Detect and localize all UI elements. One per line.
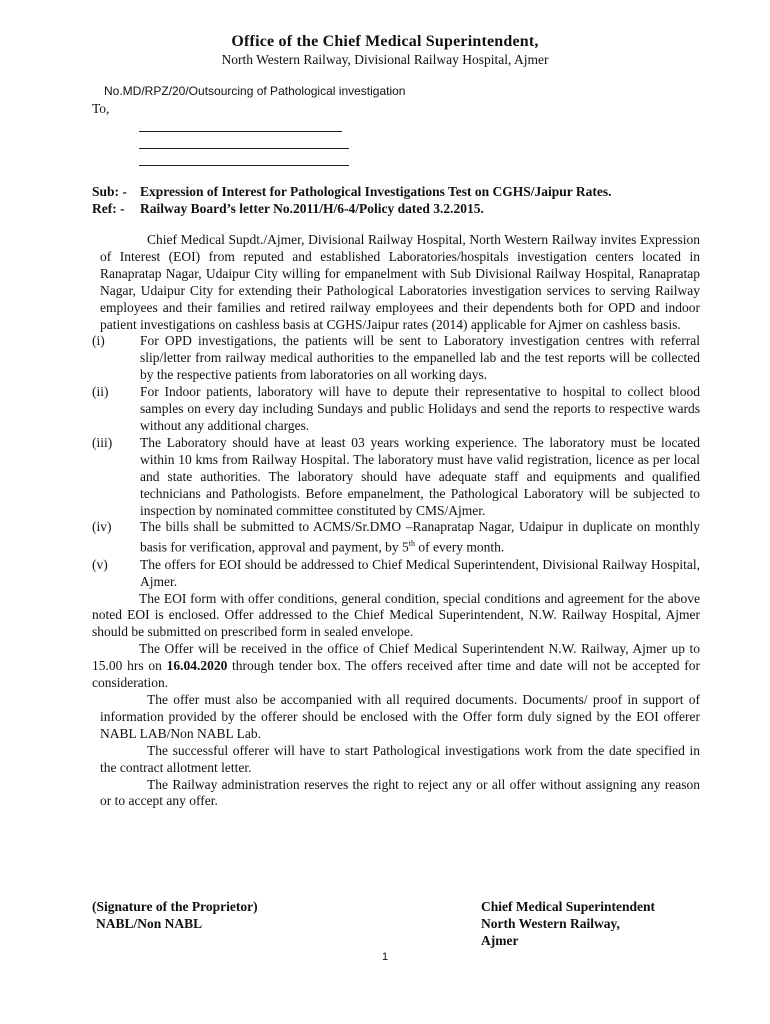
condition-text-part: of every month. (415, 539, 505, 555)
offer-date: 16.04.2020 (166, 658, 228, 674)
cms-railway: North Western Railway, (481, 915, 620, 931)
subject-text: Expression of Interest for Pathological Investigations Test on CGHS/Jaipur Rates. (140, 184, 612, 199)
condition-number: (ii) (92, 384, 109, 400)
reservation-paragraph: The Railway administration reserves the right to reject any or all offer without assigning any reason or to accept any offer. (100, 776, 700, 809)
page-number: 1 (381, 951, 389, 963)
office-title: Office of the Chief Medical Superintendent, (231, 33, 539, 50)
successful-offerer-paragraph: The successful offerer will have to start Pathological investigations work from the date specified in the contract allotment letter. (100, 742, 700, 775)
condition-number: (v) (92, 556, 108, 572)
letter-number: No.MD/RPZ/20/Outsourcing of Pathological investigation (104, 84, 406, 98)
offer-text: through tender box. The offers received after time and date will not be accepted for consideration. (92, 658, 700, 691)
lab-type-label: NABL/Non NABL (96, 915, 203, 931)
condition-text (140, 519, 700, 556)
cms-signature-block (481, 899, 655, 950)
condition-number: (iii) (92, 434, 113, 450)
documents-paragraph: The offer must also be accompanied with all required documents. Documents/ proof in support of information provided by the offerer should be enclosed with the Offer form duly signed by the EOI offerer NABL LAB/Non NABL Lab. (100, 691, 700, 741)
subject-line (92, 184, 712, 200)
reference-label: Ref: - (92, 201, 125, 216)
address-blank-line (139, 131, 342, 132)
intro-paragraph: Chief Medical Supdt./Ajmer, Divisional Railway Hospital, North Western Railway invites Expression of Interest (EOI) from reputed and established Laboratories/hospitals investigation centers located in Ranapratap Nagar, Udaipur City willing for empanelment with Sub Divisional Railway Hospital, Ranapratap Nagar, Udaipur City for extending their Pathological Laboratories investigation services to serving Railway employees and their families and retired railway employees and their dependents both for OPD and indoor patient investigations on cashless basis at CGHS/Jaipur rates (2014) applicable for Ajmer on cashless basis. (100, 232, 700, 332)
cms-title: Chief Medical Superintendent (481, 899, 655, 914)
address-blank-line (139, 165, 349, 166)
condition-item (92, 384, 700, 435)
condition-text: The Laboratory should have at least 03 years working experience. The laboratory must be located within 10 kms from Railway Hospital. The laboratory must have valid registration, licence as per local and state authorities. The laboratory should have adequate staff and equipments and qualified technicians and Pathologists. Before empanelment, the Pathological Laboratory will be subjected to inspection by nominated committee constituted by CMS/Ajmer. (140, 434, 700, 518)
condition-text: The offers for EOI should be addressed to Chief Medical Superintendent, Divisional Railway Hospital, Ajmer. (140, 556, 700, 589)
cms-location: Ajmer (481, 932, 519, 948)
condition-number: (i) (92, 333, 105, 349)
offer-receipt-paragraph (92, 641, 700, 692)
subject-label: Sub: - (92, 184, 127, 199)
proprietor-signature-block (92, 899, 258, 933)
letter-body (92, 232, 700, 810)
condition-item (92, 333, 700, 384)
hospital-subtitle: North Western Railway, Divisional Railway Hospital, Ajmer (221, 52, 549, 67)
condition-text: For OPD investigations, the patients will be sent to Laboratory investigation centres with referral slip/letter from railway medical authorities to the empanelled lab and the test reports will be collected by the respective patients from laboratories on all working days. (140, 333, 700, 383)
condition-item (92, 519, 700, 556)
reference-line (92, 201, 712, 217)
condition-text: For Indoor patients, laboratory will have to depute their representative to hospital to collect blood samples on every day including Sundays and public Holidays and send the reports to respective wards without any additional charges. (140, 384, 700, 433)
condition-item (92, 435, 700, 520)
addressee-label: To, (92, 101, 110, 116)
reference-text: Railway Board’s letter No.2011/H/6-4/Policy dated 3.2.2015. (140, 201, 484, 216)
ordinal-suffix: th (408, 539, 416, 549)
address-blank-line (139, 148, 349, 149)
condition-number: (iv) (92, 519, 112, 535)
proprietor-signature-label: (Signature of the Proprietor) (92, 899, 258, 914)
condition-item (92, 557, 700, 591)
condition-text-part: The bills shall be submitted to ACMS/Sr.DMO –Ranapratap Nagar, Udaipur in duplicate on monthly basis for verification, approval and payment, by 5 (140, 519, 700, 555)
eoi-form-paragraph: The EOI form with offer conditions, general condition, special conditions and agreement for the above noted EOI is enclosed. Offer addressed to the Chief Medical Superintendent, N.W. Railway Hospital, Ajmer should be submitted on prescribed form in sealed envelope. (92, 590, 700, 640)
offer-text: The Offer will be received in the office of Chief Medical Superintendent N.W. Railway, Ajmer up to 15.00 hrs on (92, 641, 700, 674)
